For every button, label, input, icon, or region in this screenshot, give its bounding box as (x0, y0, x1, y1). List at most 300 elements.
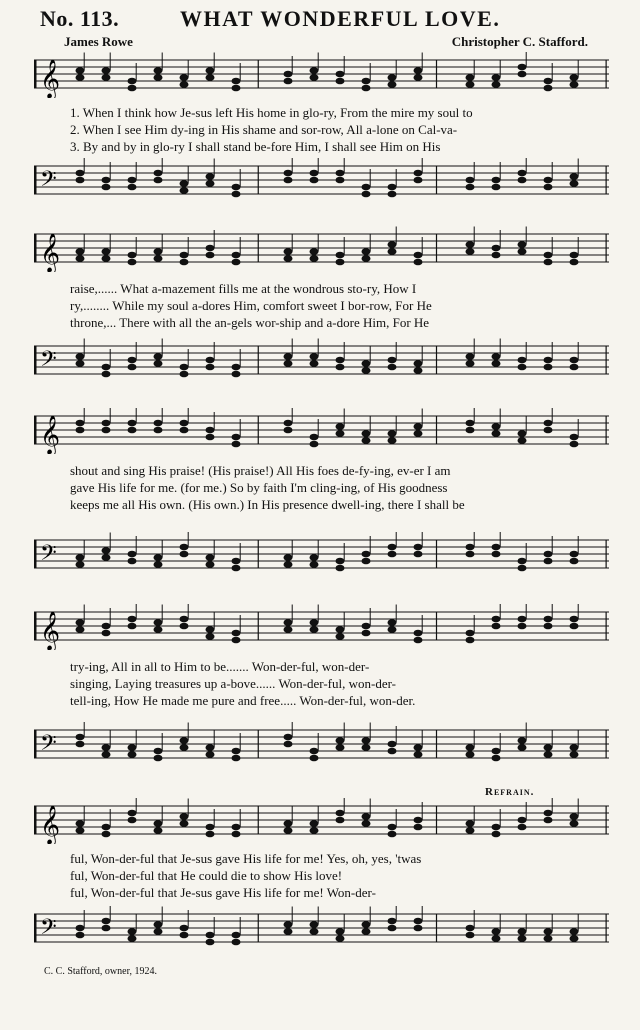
note-head (518, 177, 527, 184)
lyrics-block (34, 462, 609, 513)
note-head (414, 430, 423, 437)
note-head (570, 820, 579, 827)
note-head (466, 751, 475, 758)
note-head (518, 364, 527, 371)
note-head (206, 173, 215, 180)
note-head (388, 741, 397, 748)
note-head (492, 430, 501, 437)
note-head (154, 820, 163, 827)
note-head (102, 177, 111, 184)
note-head (102, 74, 111, 81)
note-head (206, 67, 215, 74)
note-head (336, 928, 345, 935)
note-head (180, 364, 189, 371)
note-head (362, 78, 371, 85)
note-head (76, 561, 85, 568)
note-head (544, 616, 553, 623)
lyric-line: ry,........ While my soul a-dores Him, comfort sweet I bor-row, For He (70, 298, 432, 313)
note-head (492, 544, 501, 551)
note-head (492, 74, 501, 81)
note-head (232, 191, 241, 198)
note-head (232, 831, 241, 838)
note-head (154, 626, 163, 633)
note-head (414, 630, 423, 637)
note-head (128, 357, 137, 364)
note-head (414, 544, 423, 551)
note-head (102, 630, 111, 637)
note-head (310, 353, 319, 360)
note-head (570, 252, 579, 259)
bass-staff (34, 158, 609, 204)
note-head (206, 357, 215, 364)
note-head (180, 420, 189, 427)
note-head (310, 820, 319, 827)
lyric-line: gave His life for me. (for me.) So by faith I'm cling-ing, of His goodness (70, 480, 448, 495)
note-head (180, 820, 189, 827)
note-head (336, 744, 345, 751)
note-head (206, 744, 215, 751)
note-head (388, 430, 397, 437)
note-head (388, 824, 397, 831)
note-head (518, 430, 527, 437)
note-head (362, 737, 371, 744)
note-head (284, 928, 293, 935)
note-head (310, 434, 319, 441)
bass-staff (34, 722, 609, 768)
note-head (284, 921, 293, 928)
note-head (362, 813, 371, 820)
note-head (544, 928, 553, 935)
note-head (76, 360, 85, 367)
note-head (284, 353, 293, 360)
note-head (544, 78, 553, 85)
note-head (466, 248, 475, 255)
note-head (180, 932, 189, 939)
note-head (362, 430, 371, 437)
note-head (310, 921, 319, 928)
note-head (284, 170, 293, 177)
note-head (154, 748, 163, 755)
hymn-title: WHAT WONDERFUL LOVE. (180, 6, 501, 31)
note-head (310, 619, 319, 626)
note-head (284, 827, 293, 834)
note-head (102, 824, 111, 831)
note-head (544, 810, 553, 817)
lyric-line: raise,...... What a-mazement fills me at the wondrous sto-ry, How I (70, 281, 417, 296)
note-head (128, 184, 137, 191)
note-head (570, 813, 579, 820)
note-head (492, 353, 501, 360)
note-head (544, 259, 553, 266)
note-head (518, 437, 527, 444)
lyric-line: ful, Won-der-ful that Je-sus gave His life for me! Yes, oh, yes, 'twas (70, 851, 422, 866)
note-head (336, 259, 345, 266)
note-head (284, 619, 293, 626)
note-head (570, 259, 579, 266)
note-head (102, 67, 111, 74)
note-head (180, 427, 189, 434)
note-head (492, 360, 501, 367)
note-head (388, 925, 397, 932)
note-head (76, 925, 85, 932)
note-head (154, 170, 163, 177)
note-head (128, 817, 137, 824)
note-head (336, 810, 345, 817)
lyrics-block (34, 658, 609, 709)
note-head (76, 255, 85, 262)
note-head (232, 630, 241, 637)
treble-staff (34, 604, 609, 650)
note-head (102, 371, 111, 378)
note-head (284, 820, 293, 827)
note-head (466, 744, 475, 751)
note-head (362, 191, 371, 198)
note-head (206, 180, 215, 187)
note-head (414, 551, 423, 558)
note-head (544, 364, 553, 371)
note-head (492, 616, 501, 623)
note-head (206, 554, 215, 561)
note-head (206, 252, 215, 259)
note-head (362, 255, 371, 262)
note-head (570, 441, 579, 448)
treble-clef-icon: 𝄞 (40, 805, 61, 844)
note-head (414, 744, 423, 751)
note-head (154, 427, 163, 434)
note-head (544, 252, 553, 259)
note-head (206, 245, 215, 252)
lyric-line: 2. When I see Him dy-ing in His shame and sor-row, All a-lone on Cal-va- (70, 122, 458, 137)
note-head (232, 565, 241, 572)
note-head (518, 744, 527, 751)
note-head (466, 184, 475, 191)
note-head (102, 554, 111, 561)
note-head (544, 623, 553, 630)
note-head (154, 420, 163, 427)
note-head (492, 245, 501, 252)
note-head (76, 741, 85, 748)
bass-staff (34, 338, 609, 384)
hymn-header (0, 0, 640, 60)
note-head (180, 371, 189, 378)
note-head (206, 751, 215, 758)
note-head (102, 925, 111, 932)
note-head (76, 353, 85, 360)
note-head (310, 248, 319, 255)
note-head (310, 255, 319, 262)
note-head (310, 827, 319, 834)
lyric-line: tell-ing, How He made me pure and free..... Won-der-ful, won-der. (70, 693, 416, 708)
note-head (102, 184, 111, 191)
bass-clef-icon: 𝄢 (40, 915, 57, 945)
note-head (232, 364, 241, 371)
note-head (102, 918, 111, 925)
note-head (284, 71, 293, 78)
note-head (492, 551, 501, 558)
note-head (570, 616, 579, 623)
note-head (362, 558, 371, 565)
note-head (180, 616, 189, 623)
note-head (570, 928, 579, 935)
note-head (102, 420, 111, 427)
note-head (206, 939, 215, 946)
note-head (336, 357, 345, 364)
note-head (518, 64, 527, 71)
note-head (544, 177, 553, 184)
note-head (310, 170, 319, 177)
note-head (76, 67, 85, 74)
note-head (180, 544, 189, 551)
note-head (570, 74, 579, 81)
note-head (362, 921, 371, 928)
lyrics-block (34, 280, 609, 331)
note-head (180, 81, 189, 88)
note-head (232, 932, 241, 939)
note-head (544, 744, 553, 751)
note-head (206, 74, 215, 81)
note-head (102, 427, 111, 434)
note-head (492, 831, 501, 838)
note-head (518, 935, 527, 942)
note-head (414, 751, 423, 758)
note-head (284, 360, 293, 367)
note-head (570, 744, 579, 751)
note-head (388, 81, 397, 88)
note-head (492, 755, 501, 762)
note-head (414, 360, 423, 367)
note-head (232, 558, 241, 565)
note-head (102, 623, 111, 630)
note-head (570, 357, 579, 364)
lyric-line: throne,... There with all the an-gels wor-ship and a-dore Him, For He (70, 315, 430, 330)
note-head (284, 420, 293, 427)
note-head (180, 252, 189, 259)
bass-staff (34, 906, 609, 952)
note-head (362, 184, 371, 191)
bass-clef-icon: 𝄢 (40, 731, 57, 761)
note-head (544, 357, 553, 364)
note-head (128, 751, 137, 758)
note-head (154, 619, 163, 626)
note-head (206, 561, 215, 568)
note-head (128, 85, 137, 92)
note-head (206, 427, 215, 434)
note-head (76, 820, 85, 827)
note-head (388, 74, 397, 81)
note-head (492, 928, 501, 935)
note-head (570, 751, 579, 758)
note-head (180, 623, 189, 630)
treble-staff (34, 798, 609, 844)
note-head (388, 619, 397, 626)
note-head (336, 633, 345, 640)
note-head (570, 935, 579, 942)
note-head (388, 248, 397, 255)
note-head (570, 364, 579, 371)
note-head (336, 252, 345, 259)
note-head (128, 177, 137, 184)
note-head (544, 817, 553, 824)
note-head (492, 184, 501, 191)
note-head (362, 820, 371, 827)
note-head (232, 259, 241, 266)
note-head (414, 252, 423, 259)
treble-clef-icon: 𝄞 (40, 59, 61, 98)
note-head (492, 935, 501, 942)
note-head (128, 420, 137, 427)
note-head (388, 918, 397, 925)
note-head (310, 67, 319, 74)
note-head (570, 180, 579, 187)
note-head (362, 248, 371, 255)
note-head (492, 623, 501, 630)
note-head (154, 827, 163, 834)
lyrics-block (34, 850, 609, 901)
note-head (388, 437, 397, 444)
note-head (570, 434, 579, 441)
note-head (180, 813, 189, 820)
lyrics-block (34, 104, 609, 155)
note-head (206, 932, 215, 939)
note-head (232, 441, 241, 448)
note-head (570, 551, 579, 558)
note-head (128, 744, 137, 751)
note-head (284, 427, 293, 434)
note-head (414, 817, 423, 824)
note-head (414, 918, 423, 925)
bass-clef-icon: 𝄢 (40, 347, 57, 377)
note-head (518, 565, 527, 572)
note-head (102, 255, 111, 262)
note-head (466, 74, 475, 81)
copyright-footer: C. C. Stafford, owner, 1924. (44, 966, 158, 977)
note-head (336, 737, 345, 744)
treble-staff (34, 408, 609, 454)
note-head (492, 748, 501, 755)
note-head (518, 71, 527, 78)
note-head (362, 551, 371, 558)
note-head (388, 544, 397, 551)
treble-clef-icon: 𝄞 (40, 233, 61, 272)
note-head (466, 827, 475, 834)
note-head (570, 173, 579, 180)
note-head (466, 241, 475, 248)
note-head (414, 637, 423, 644)
note-head (388, 241, 397, 248)
note-head (180, 925, 189, 932)
note-head (414, 824, 423, 831)
note-head (466, 551, 475, 558)
treble-clef-icon: 𝄞 (40, 611, 61, 650)
note-head (544, 751, 553, 758)
note-head (466, 630, 475, 637)
note-head (232, 252, 241, 259)
note-head (518, 241, 527, 248)
note-head (414, 67, 423, 74)
hymn-number: No. 113. (40, 6, 120, 31)
note-head (76, 734, 85, 741)
note-head (466, 932, 475, 939)
note-head (128, 558, 137, 565)
bass-staff (34, 532, 609, 578)
note-head (518, 248, 527, 255)
note-head (388, 626, 397, 633)
note-head (76, 74, 85, 81)
treble-staff (34, 226, 609, 272)
note-head (544, 551, 553, 558)
bass-clef-icon: 𝄢 (40, 541, 57, 571)
note-head (518, 623, 527, 630)
note-head (284, 177, 293, 184)
note-head (544, 935, 553, 942)
note-head (414, 925, 423, 932)
note-head (336, 170, 345, 177)
note-head (310, 177, 319, 184)
note-head (154, 921, 163, 928)
note-head (180, 551, 189, 558)
note-head (544, 558, 553, 565)
note-head (544, 420, 553, 427)
note-head (362, 437, 371, 444)
note-head (466, 360, 475, 367)
note-head (76, 932, 85, 939)
note-head (544, 427, 553, 434)
note-head (518, 170, 527, 177)
note-head (232, 748, 241, 755)
note-head (362, 744, 371, 751)
note-head (492, 423, 501, 430)
note-head (232, 824, 241, 831)
note-head (232, 939, 241, 946)
note-head (414, 170, 423, 177)
note-head (102, 248, 111, 255)
note-head (310, 554, 319, 561)
note-head (310, 626, 319, 633)
note-head (414, 367, 423, 374)
note-head (154, 74, 163, 81)
note-head (154, 67, 163, 74)
note-head (414, 423, 423, 430)
note-head (336, 177, 345, 184)
note-head (76, 827, 85, 834)
note-head (76, 248, 85, 255)
note-head (310, 441, 319, 448)
note-head (570, 623, 579, 630)
note-head (232, 434, 241, 441)
note-head (102, 744, 111, 751)
note-head (388, 364, 397, 371)
note-head (102, 751, 111, 758)
note-head (128, 935, 137, 942)
note-head (466, 544, 475, 551)
treble-clef-icon: 𝄞 (40, 415, 61, 454)
note-head (466, 81, 475, 88)
note-head (336, 71, 345, 78)
note-head (518, 737, 527, 744)
lyric-line: ful, Won-der-ful that Je-sus gave His life for me! Won-der- (70, 885, 376, 900)
note-head (128, 810, 137, 817)
note-head (518, 357, 527, 364)
note-head (128, 252, 137, 259)
note-head (154, 561, 163, 568)
note-head (102, 831, 111, 838)
note-head (284, 248, 293, 255)
note-head (388, 357, 397, 364)
note-head (388, 191, 397, 198)
note-head (466, 427, 475, 434)
treble-staff (34, 52, 609, 98)
note-head (76, 554, 85, 561)
